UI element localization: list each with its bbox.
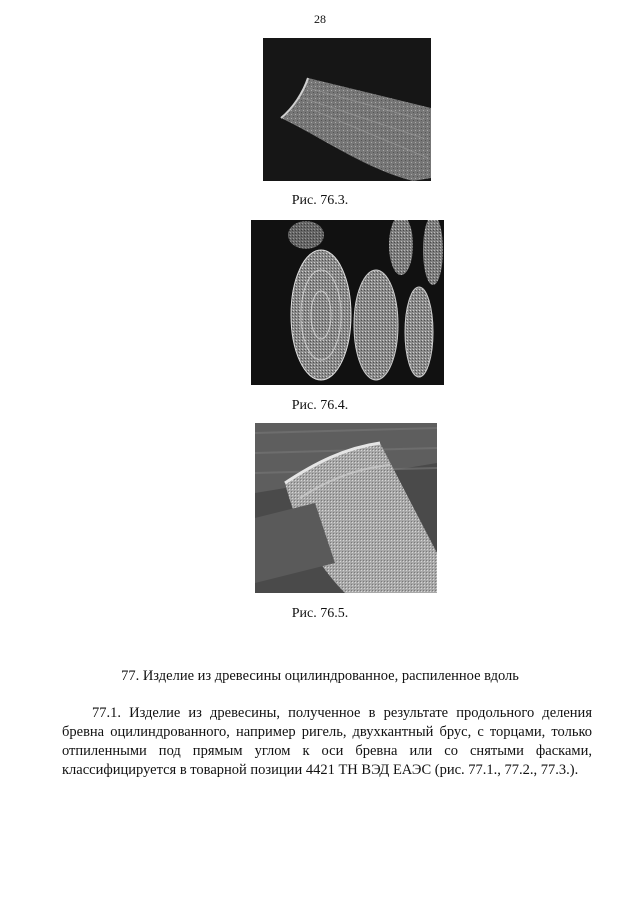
page-number: 28 bbox=[314, 12, 326, 26]
figure-76-4-caption: Рис. 76.4. bbox=[291, 398, 349, 413]
round-timber-photo bbox=[255, 423, 437, 593]
section-paragraph: 77.1. Изделие из древесины, полученное в результате продольного деления бревна оцилиндрованного, например ригель, двухкантный брус, с торцами, только отпиленными под прямым углом к оси бревна или со снятыми фасками, классифицируется в товарной позиции 4421 ТН ВЭД ЕАЭС (рис. 77.1., 77.2., 77.3.). bbox=[62, 705, 592, 778]
figure-76-3-caption: Рис. 76.3. bbox=[291, 193, 349, 208]
section-heading: 77. Изделие из древесины оцилиндрованное, распиленное вдоль bbox=[121, 668, 519, 684]
figure-76-4-photo bbox=[251, 220, 444, 385]
timber-end-photo-1 bbox=[263, 38, 431, 181]
figure-76-5-caption: Рис. 76.5. bbox=[291, 606, 349, 621]
figure-76-3-photo bbox=[263, 38, 431, 181]
figure-76-5-photo bbox=[255, 423, 437, 593]
log-ends-photo bbox=[251, 220, 444, 385]
